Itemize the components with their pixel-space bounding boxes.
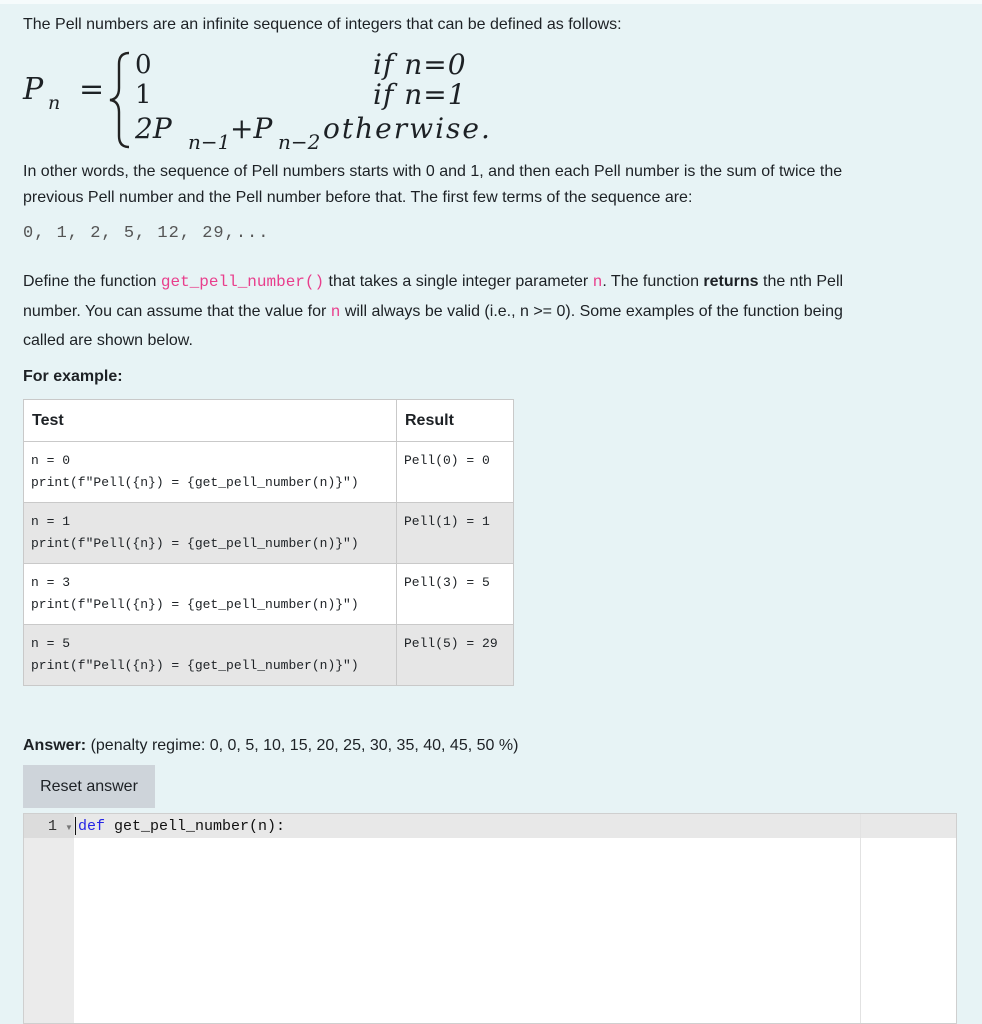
table-row: [24, 442, 514, 503]
pell-formula: [23, 44, 583, 154]
answer-line: [23, 734, 518, 758]
explanation-line-2: previous Pell number and the Pell number before that. The first few terms of the sequence are:: [23, 189, 693, 206]
case-0-condition: if n=0: [373, 48, 467, 81]
case-1-condition: if n=1: [373, 78, 467, 111]
table-row: [24, 564, 514, 625]
intro-text: The Pell numbers are an infinite sequence of integers that can be defined as follows:: [23, 16, 622, 33]
formula-equals: =: [79, 72, 105, 107]
formula-lhs-sub: n: [48, 92, 61, 114]
test-cell: n = 1 print(f"Pell({n}) = {get_pell_number(n)}"): [24, 503, 397, 564]
formula-lhs: P: [23, 72, 44, 107]
print-margin: [860, 814, 861, 1023]
code-text: get_pell_number(n):: [105, 818, 286, 835]
result-cell: Pell(5) = 29: [397, 625, 514, 686]
test-cell: n = 3 print(f"Pell({n}) = {get_pell_number(n)}"): [24, 564, 397, 625]
code-editor[interactable]: [23, 813, 957, 1024]
for-example-heading: For example:: [23, 368, 123, 385]
case-2-value: 2P: [135, 112, 172, 145]
result-cell: Pell(0) = 0: [397, 442, 514, 503]
define-text: the nth Pell: [758, 273, 844, 290]
table-row: [24, 625, 514, 686]
case-2-plus: +P: [230, 112, 273, 145]
define-text: Define the function: [23, 273, 161, 290]
penalty-regime: (penalty regime: 0, 0, 5, 10, 15, 20, 25, 30, 35, 40, 45, 50 %): [90, 737, 519, 754]
case-1-value: 1: [135, 80, 152, 110]
table-row: [24, 503, 514, 564]
reset-answer-button[interactable]: Reset answer: [23, 765, 155, 808]
function-name-code: get_pell_number(): [160, 273, 325, 291]
examples-table: [23, 399, 514, 686]
page-top-edge: [0, 0, 982, 4]
case-2-plus-sub: n−2: [278, 130, 321, 154]
param-code: n: [592, 273, 603, 291]
result-cell: Pell(3) = 5: [397, 564, 514, 625]
define-line-2: [23, 298, 843, 326]
define-text: number. You can assume that the value for: [23, 303, 331, 320]
explanation-line-1: In other words, the sequence of Pell numbers starts with 0 and 1, and then each Pell number is the sum of twice the: [23, 163, 843, 180]
keyword-def: def: [78, 818, 106, 835]
case-2-value-sub: n−1: [188, 130, 231, 154]
define-line-3: called are shown below.: [23, 332, 193, 349]
code-line[interactable]: [78, 818, 285, 835]
sequence-text: 0, 1, 2, 5, 12, 29,...: [23, 224, 270, 243]
result-cell: Pell(1) = 1: [397, 503, 514, 564]
line-number: 1: [48, 818, 58, 835]
header-result: Result: [397, 400, 514, 442]
table-header-row: [24, 400, 514, 442]
define-text: . The function: [602, 273, 704, 290]
case-0-value: 0: [135, 50, 152, 80]
formula-brace: [107, 50, 133, 150]
define-text: that takes a single integer parameter: [324, 273, 593, 290]
param-code: n: [330, 303, 341, 321]
editor-gutter: [24, 814, 74, 1023]
test-cell: n = 0 print(f"Pell({n}) = {get_pell_number(n)}"): [24, 442, 397, 503]
text-cursor: [75, 817, 76, 835]
test-cell: n = 5 print(f"Pell({n}) = {get_pell_number(n)}"): [24, 625, 397, 686]
header-test: Test: [24, 400, 397, 442]
returns-bold: returns: [703, 273, 759, 290]
case-2-condition: otherwise.: [323, 112, 492, 145]
define-text: will always be valid (i.e., n >= 0). Some examples of the function being: [340, 303, 843, 320]
fold-arrow-icon[interactable]: ▼: [65, 823, 73, 832]
define-line-1: [23, 268, 843, 296]
answer-label: Answer:: [23, 737, 87, 754]
